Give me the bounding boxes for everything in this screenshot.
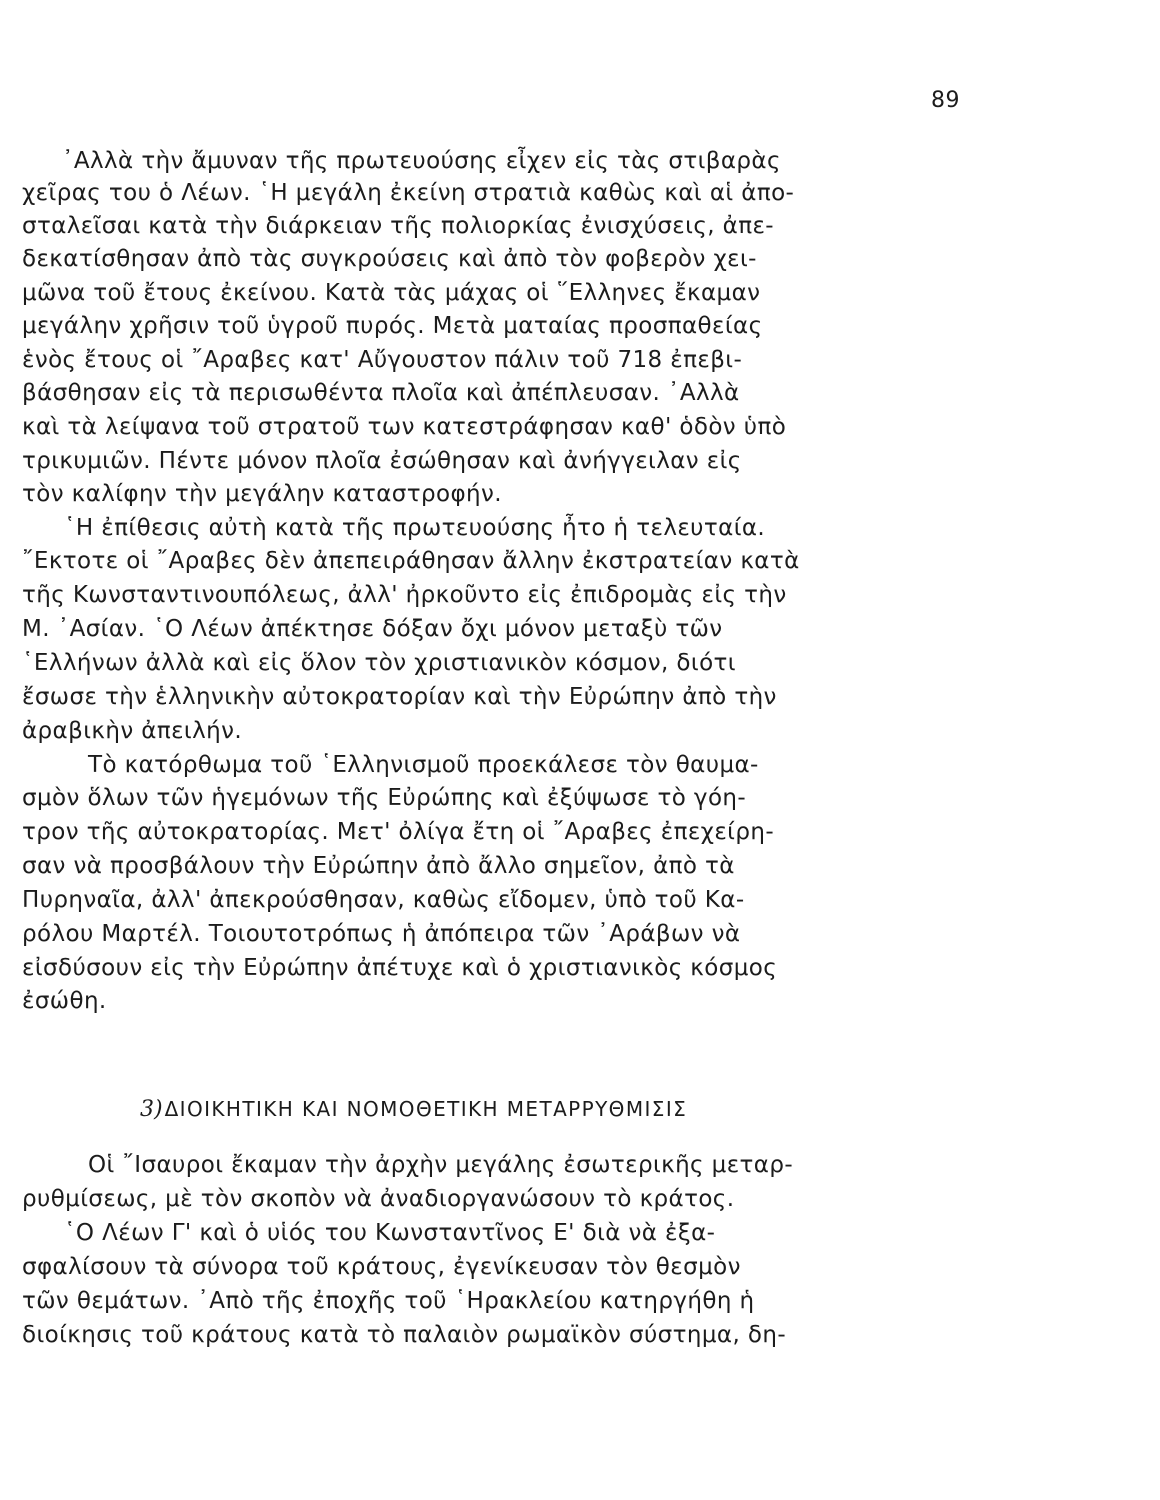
section-title: ΔΙΟΙΚΗΤΙΚΗ ΚΑΙ ΝΟΜΟΘΕΤΙΚΗ ΜΕΤΑΡΡΥΘΜΙΣΙΣ bbox=[164, 1097, 688, 1121]
text-line: δεκατίσθησαν ἀπὸ τὰς συγκρούσεις καὶ ἀπὸ τὸν φοβερὸν χει- bbox=[22, 246, 757, 272]
text-line: σαν νὰ προσβάλουν τὴν Εὐρώπην ἀπὸ ἄλλο σημεῖον, ἀπὸ τὰ bbox=[22, 853, 735, 879]
text-line: εἰσδύσουν εἰς τὴν Εὐρώπην ἀπέτυχε καὶ ὁ χριστιανικὸς κόσμος bbox=[22, 955, 778, 981]
text-line: ῾Ελλήνων ἀλλὰ καὶ εἰς ὅλον τὸν χριστιανικὸν κόσμον, διότι bbox=[22, 650, 736, 676]
text-line: ῎Εκτοτε οἱ ῎Αραβες δὲν ἀπεπειράθησαν ἄλλην ἐκστρατείαν κατὰ bbox=[22, 548, 800, 574]
text-line: ρυθμίσεως, μὲ τὸν σκοπὸν νὰ ἀναδιοργανώσουν τὸ κράτος. bbox=[22, 1186, 735, 1212]
text-line: ρόλου Μαρτέλ. Τοιουτοτρόπως ἡ ἀπόπειρα τῶν ᾿Αράβων νὰ bbox=[22, 921, 741, 947]
text-line: Οἱ ῎Ισαυροι ἔκαμαν τὴν ἀρχὴν μεγάλης ἐσωτερικῆς μεταρ- bbox=[88, 1152, 794, 1178]
text-line: τῶν θεμάτων. ᾿Απὸ τῆς ἐποχῆς τοῦ ῾Ηρακλείου κατηργήθη ἡ bbox=[22, 1288, 755, 1314]
text-line: διοίκησις τοῦ κράτους κατὰ τὸ παλαιὸν ρωμαϊκὸν σύστημα, δη- bbox=[22, 1322, 787, 1348]
section-heading bbox=[140, 1097, 687, 1122]
text-line: χεῖρας του ὁ Λέων. ῾Η μεγάλη ἐκείνη στρατιὰ καθὼς καὶ αἱ ἀπο- bbox=[22, 180, 795, 206]
text-line: ἑνὸς ἔτους οἱ ῎Αραβες κατ' Αὔγουστον πάλιν τοῦ 718 ἐπεβι- bbox=[22, 347, 743, 373]
text-line: ῾Η ἐπίθεσις αὐτὴ κατὰ τῆς πρωτευούσης ἦτο ἡ τελευταία. bbox=[64, 515, 766, 541]
section-number: 3) bbox=[140, 1097, 163, 1122]
text-line: Μ. ᾿Ασίαν. ῾Ο Λέων ἀπέκτησε δόξαν ὄχι μόνον μεταξὺ τῶν bbox=[22, 616, 723, 642]
page-number: 89 bbox=[931, 88, 960, 113]
text-line: σφαλίσουν τὰ σύνορα τοῦ κράτους, ἐγενίκευσαν τὸν θεσμὸν bbox=[22, 1254, 741, 1280]
text-line: ἔσωσε τὴν ἑλληνικὴν αὐτοκρατορίαν καὶ τὴν Εὐρώπην ἀπὸ τὴν bbox=[22, 684, 777, 710]
text-line: ἀραβικὴν ἀπειλήν. bbox=[22, 718, 243, 744]
text-line: τῆς Κωνσταντινουπόλεως, ἀλλ' ἠρκοῦντο εἰς ἐπιδρομὰς εἰς τὴν bbox=[22, 582, 787, 608]
text-line: καὶ τὰ λείψανα τοῦ στρατοῦ των κατεστράφησαν καθ' ὁδὸν ὑπὸ bbox=[22, 414, 787, 440]
text-line: Πυρηναῖα, ἀλλ' ἀπεκρούσθησαν, καθὼς εἴδομεν, ὑπὸ τοῦ Κα- bbox=[22, 887, 745, 913]
text-line: ῾Ο Λέων Γ' καὶ ὁ υἱός του Κωνσταντῖνος Ε' διὰ νὰ ἐξα- bbox=[64, 1220, 716, 1246]
text-line: Τὸ κατόρθωμα τοῦ ῾Ελληνισμοῦ προεκάλεσε τὸν θαυμα- bbox=[88, 752, 759, 778]
text-line: μεγάλην χρῆσιν τοῦ ὑγροῦ πυρός. Μετὰ ματαίας προσπαθείας bbox=[22, 313, 763, 339]
text-line: βάσθησαν εἰς τὰ περισωθέντα πλοῖα καὶ ἀπέπλευσαν. ᾿Αλλὰ bbox=[22, 380, 740, 406]
text-line: τὸν καλίφην τὴν μεγάλην καταστροφήν. bbox=[22, 481, 502, 507]
text-line: σταλεῖσαι κατὰ τὴν διάρκειαν τῆς πολιορκίας ἐνισχύσεις, ἀπε- bbox=[22, 213, 774, 239]
text-line: ἐσώθη. bbox=[22, 988, 107, 1014]
text-line: μῶνα τοῦ ἔτους ἐκείνου. Κατὰ τὰς μάχας οἱ ῞Ελληνες ἔκαμαν bbox=[22, 280, 761, 306]
text-line: σμὸν ὅλων τῶν ἡγεμόνων τῆς Εὐρώπης καὶ ἐξύψωσε τὸ γόη- bbox=[22, 785, 747, 811]
text-line: τρικυμιῶν. Πέντε μόνον πλοῖα ἐσώθησαν καὶ ἀνήγγειλαν εἰς bbox=[22, 448, 742, 474]
text-line: ᾿Αλλὰ τὴν ἄμυναν τῆς πρωτευούσης εἶχεν εἰς τὰς στιβαρὰς bbox=[62, 148, 781, 174]
text-line: τρον τῆς αὐτοκρατορίας. Μετ' ὀλίγα ἔτη οἱ ῎Αραβες ἐπεχείρη- bbox=[22, 819, 775, 845]
